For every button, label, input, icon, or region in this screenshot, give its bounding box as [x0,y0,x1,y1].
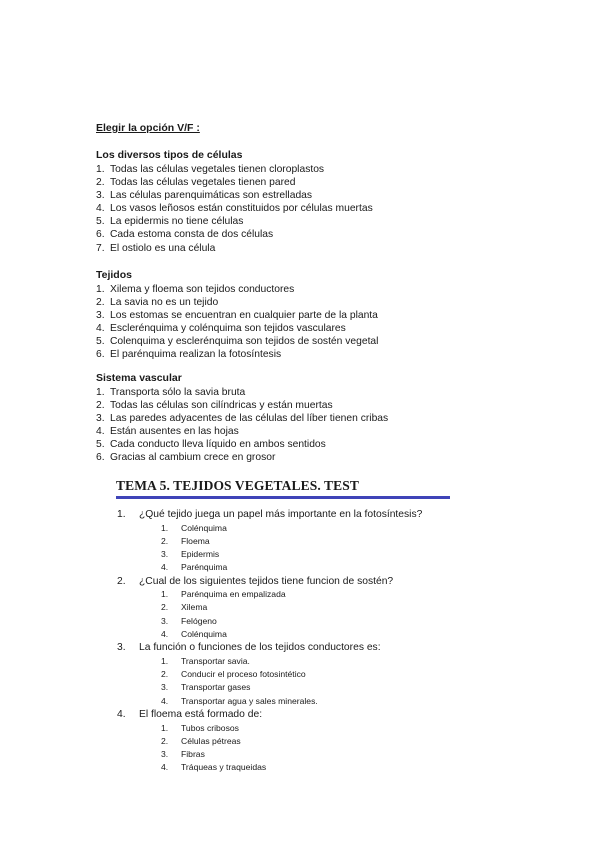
statement-item: 5. La epidermis no tiene células [96,216,244,228]
statement-item: 3. Las paredes adyacentes de las células del líber tienen cribas [96,413,389,425]
option-item: 4. Transportar agua y sales minerales. [161,695,318,706]
statement-item: 6. Gracias al cambium crece en grosor [96,452,276,464]
statement-item: 2. La savia no es un tejido [96,297,219,309]
statement-list [96,163,526,255]
statement-item: 4. Los vasos leñosos están constituidos por células muertas [96,203,373,215]
statement-item: 1. Xilema y floema son tejidos conductores [96,284,295,295]
question [117,641,517,708]
statement-item: 6. Cada estoma consta de dos células [96,229,274,241]
vf-heading: Elegir la opción V/F : [96,122,200,134]
option-item: 2. Floema [161,535,210,546]
option-item: 3. Epidermis [161,549,220,560]
question [117,575,517,642]
option-item: 1. Colénquima [161,522,227,533]
statement-item: 1. Transporta sólo la savia bruta [96,387,246,398]
statement-item: 4. Están ausentes en las hojas [96,426,239,438]
statement-item: 5. Colenquima y esclerénquima son tejidos de sostén vegetal [96,336,379,348]
option-list [117,588,517,641]
statement-item: 1. Todas las células vegetales tienen cloroplastos [96,164,325,175]
option-item: 3. Felógeno [161,615,217,626]
option-item: 2. Células pétreas [161,735,241,746]
option-item: 2. Conducir el proceso fotosintético [161,669,306,680]
statement-item: 4. Esclerénquima y colénquima son tejidos vasculares [96,323,346,335]
statement-item: 7. El ostiolo es una célula [96,242,216,254]
option-list [117,522,517,575]
question-text: 2. ¿Cual de los siguientes tejidos tiene funcion de sostén? [117,575,394,587]
question [117,508,517,575]
statement-item: 5. Cada conducto lleva líquido en ambos sentidos [96,439,326,451]
statement-list [96,283,526,362]
option-item: 3. Transportar gases [161,682,251,693]
statement-item: 2. Todas las células son cilíndricas y están muertas [96,400,333,412]
option-item: 4. Colénquima [161,629,227,640]
option-item: 1. Transportar savia. [161,655,250,666]
section-title: Sistema vascular [96,372,182,384]
question [117,708,517,775]
title-underline-rule [116,496,450,499]
option-item: 4. Tráqueas y traqueidas [161,762,267,773]
section-tissues [96,268,526,362]
section-vascular-system [96,371,526,465]
section-cell-types [96,148,526,255]
statement-item: 2. Todas las células vegetales tienen pared [96,177,296,189]
test-questions [117,508,517,775]
option-list [117,722,517,775]
option-item: 1. Parénquima en empalizada [161,589,286,600]
option-item: 1. Tubos cribosos [161,722,239,733]
statement-item: 3. Los estomas se encuentran en cualquier parte de la planta [96,310,378,322]
section-title: Los diversos tipos de células [96,149,243,161]
option-item: 3. Fibras [161,749,205,760]
statement-item: 6. El parénquima realizan la fotosíntesis [96,349,282,361]
statement-item: 3. Las células parenquimáticas son estrelladas [96,190,313,202]
question-text: 3. La función o funciones de los tejidos conductores es: [117,642,381,654]
section-title: Tejidos [96,269,132,281]
option-list [117,655,517,708]
question-text: 4. El floema está formado de: [117,709,263,721]
statement-list [96,386,526,465]
option-item: 4. Parénquima [161,562,228,573]
test-title: TEMA 5. TEJIDOS VEGETALES. TEST [116,478,359,493]
option-item: 2. Xilema [161,602,208,613]
question-text: 1. ¿Qué tejido juega un papel más importante en la fotosíntesis? [117,509,423,520]
